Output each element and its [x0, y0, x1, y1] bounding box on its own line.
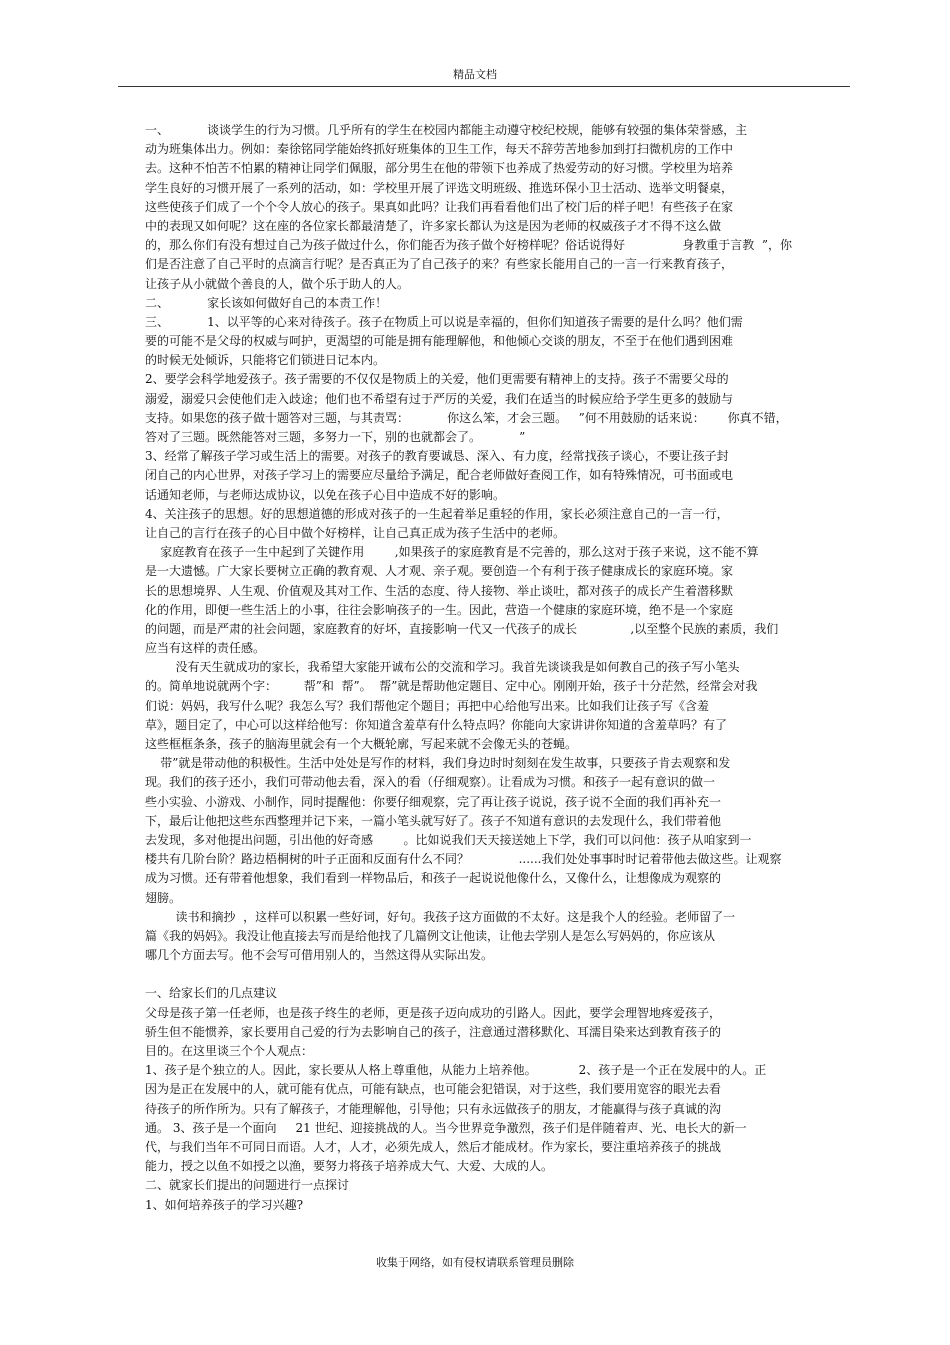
- text-line: 3、经常了解孩子学习或生活上的需要。对孩子的教育要诚恳、深入、有力度，经常找孩子谈心，不要让孩子封: [145, 449, 729, 464]
- text-line: 这些使孩子们成了一个个令人放心的孩子。果真如此吗？让我们再看看他们出了校门后的样子吧！有些孩子在家: [145, 199, 734, 214]
- text-line: 父母是孩子第一任老师，也是孩子终生的老师，更是孩子迈向成功的引路人。因此，要学会理智地疼爱孩子，: [145, 1005, 722, 1020]
- text-line: 是一大遗憾。广大家长要树立正确的教育观、人才观、亲子观。要创造一个有利于孩子健康成长的家庭环境。家: [145, 564, 734, 579]
- text-line: 要的可能不是父母的权威与呵护，更渴望的可能是拥有能理解他，和他倾心交谈的朋友，不至于在他们遇到困难: [145, 334, 734, 349]
- text-line: 哪几个方面去写。他不会写可借用别人的，当然这得从实际出发。: [145, 948, 494, 963]
- text-line: [145, 965, 835, 984]
- text-line: 一、 谈谈学生的行为习惯。几乎所有的学生在校园内都能主动遵守校纪校规，能够有较强的集体荣誉感，主: [145, 123, 748, 137]
- text-line: 代，与我们当年不可同日而语。人才，人才，必须先成人，然后才能成材。作为家长，要注重培养孩子的挑战: [145, 1139, 722, 1154]
- text-line: 二、 家长该如何做好自己的本责工作！: [145, 295, 388, 310]
- text-line: 中的表现又如何呢？这在座的各位家长都最清楚了，许多家长都认为这是因为老师的权威孩子才不得不这么做: [145, 218, 722, 233]
- text-line: 待孩子的所作所为。只有了解孩子，才能理解他，引导他；只有永远做孩子的朋友，才能赢得与孩子真诚的沟: [145, 1101, 722, 1116]
- text-line: 二、就家长们提出的问题进行一点探讨: [145, 1178, 350, 1193]
- text-line: 4、关注孩子的思想。好的思想道德的形成对孩子的一生起着举足重轻的作用，家长必须注意自己的一言一行，: [145, 506, 729, 521]
- text-line: 动为班集体出力。例如：秦徐铭同学能始终抓好班集体的卫生工作，每天不辞劳苦地参加到打扫微机房的工作中: [145, 142, 734, 157]
- document-body: [145, 121, 835, 1215]
- text-line: 们是否注意了自己平时的点滴言行呢？是否真正为了自己孩子的来？有些家长能用自己的一言一行来教育孩子，: [145, 257, 734, 272]
- text-line: 2、要学会科学地爱孩子。孩子需要的不仅仅是物质上的关爱，他们更需要有精神上的支持。孩子不需要父母的: [145, 372, 729, 387]
- text-line: 去。这种不怕苦不怕累的精神让同学们佩服，部分男生在他的带领下也养成了热爱劳动的好习惯。学校里为培养: [145, 161, 734, 176]
- text-line: 1、孩子是个独立的人。因此，家长要从人格上尊重他，从能力上培养他。 2、孩子是一个正在发展中的人。正: [145, 1063, 767, 1078]
- text-line: 支持。如果您的孩子做十题答对三题，与其责骂： 你这么笨，才会三题。 ”何不用鼓励的话来说： 你真不错，: [145, 410, 788, 425]
- text-line: 长的思想境界、人生观、价值观及其对工作、生活的态度、待人接物、举止谈吐，都对孩子的成长产生着潜移默: [145, 583, 734, 598]
- text-line: 1、如何培养孩子的学习兴趣?: [145, 1197, 304, 1212]
- text-line: 溺爱，溺爱只会使他们走入歧途；他们也不希望有过于严厉的关爱，我们在适当的时候应给予学生更多的鼓励与: [145, 391, 734, 406]
- header-divider: [118, 86, 850, 87]
- text-line: 话通知老师，与老师达成协议，以免在孩子心目中造成不好的影响。: [145, 487, 506, 502]
- text-line: 因为是正在发展中的人，就可能有优点，可能有缺点，也可能会犯错误，对于这些，我们要用宽容的眼光去看: [145, 1082, 722, 1097]
- page-header-title: 精品文档: [453, 68, 497, 81]
- text-line: 楼共有几阶台阶？路边梧桐树的叶子正面和反面有什么不同？ ......我们处处事事时时记着带他去做这些。让观察: [145, 852, 782, 867]
- text-line: 通。 3、孩子是一个面向 21 世纪、迎接挑战的人。当今世界竞争激烈，孩子们是伴随着声、光、电长大的新一: [145, 1120, 747, 1135]
- text-line: 些小实验、小游戏、小制作，同时提醒他：你要仔细观察，完了再让孩子说说，孩子说不全面的我们再补充一: [145, 794, 722, 809]
- text-line: 的，那么你们有没有想过自己为孩子做过什么，你们能否为孩子做个好榜样呢？俗话说得好 身教重于言教 ”，你: [145, 238, 792, 253]
- text-line: 带”就是带动他的积极性。生活中处处是写作的材料，我们身边时时刻刻在发生故事，只要孩子肯去观察和发: [145, 756, 731, 771]
- text-line: 的问题，而是严肃的社会问题，家庭教育的好坏，直接影响一代又一代孩子的成长 ,以至整个民族的素质，我们: [145, 621, 779, 636]
- text-line: 篇《我的妈妈》。我没让他直接去写而是给他找了几篇例文让他读，让他去学别人是怎么写妈妈的，你应该从: [145, 928, 716, 943]
- text-line: 学生良好的习惯开展了一系列的活动，如：学校里开展了评选文明班级、推选环保小卫士活动、选举文明餐桌，: [145, 180, 734, 195]
- text-line: 能力，授之以鱼不如授之以渔，要努力将孩子培养成大气、大爱、大成的人。: [145, 1159, 554, 1174]
- text-line: 草》，题目定了，中心可以这样给他写：你知道含羞草有什么特点吗？你能向大家讲讲你知道的含羞草吗？有了: [145, 717, 728, 732]
- text-line: 成为习惯。还有带着他想象，我们看到一样物品后，和孩子一起说说他像什么，又像什么，让想像成为观察的: [145, 871, 722, 886]
- text-line: 让孩子从小就做个善良的人，做个乐于助人的人。: [145, 276, 410, 291]
- text-line: 没有天生就成功的家长，我希望大家能开诚布公的交流和学习。我首先谈谈我是如何教自己的孩子写小笔头: [145, 660, 740, 675]
- text-line: 让自己的言行在孩子的心目中做个好榜样，让自己真正成为孩子生活中的老师。: [145, 525, 566, 540]
- text-line: 翅膀。: [145, 890, 182, 905]
- page-footer-note: 收集于网络，如有侵权请联系管理员删除: [376, 1256, 574, 1269]
- text-line: 一、给家长们的几点建议: [145, 986, 278, 1001]
- text-line: 家庭教育在孩子一生中起到了关键作用 ,如果孩子的家庭教育是不完善的，那么这对于孩子来说，这不能不算: [145, 545, 759, 560]
- text-line: 三、 1、以平等的心来对待孩子。孩子在物质上可以说是幸福的，但你们知道孩子需要的是什么吗？他们需: [145, 314, 743, 329]
- text-line: 化的作用，即便一些生活上的小事，往往会影响孩子的一生。因此，营造一个健康的家庭环境，绝不是一个家庭: [145, 602, 734, 617]
- text-line: 闭自己的内心世界，对孩子学习上的需要应尽量给予满足，配合老师做好查阅工作，如有特殊情况，可书面或电: [145, 468, 734, 483]
- text-line: 答对了三题。既然能答对三题，多努力一下，别的也就都会了。 ”: [145, 430, 526, 444]
- text-line: 的时候无处倾诉，只能将它们锁进日记本内。: [145, 353, 386, 368]
- text-line: 们说：妈妈，我写什么呢？我怎么写？我们帮他定个题目；再把中心给他写出来。比如我们让孩子写《含羞: [145, 698, 710, 713]
- text-line: 去发现，多对他提出问题，引出他的好奇感 。比如说我们天天接送她上下学，我们可以问他：孩子从咱家到一: [145, 832, 752, 847]
- text-line: 这些框框条条，孩子的脑海里就会有一个大概轮廓，写起来就不会像无头的苍蝇。: [145, 737, 578, 751]
- text-line: 应当有这样的责任感。: [145, 641, 266, 656]
- text-line: 的。简单地说就两个字： 帮”和 帮”。 帮”就是帮助他定题目、定中心。刚刚开始，孩子十分茫然，经常会对我: [145, 679, 758, 694]
- text-line: 骄生但不能惯养，家长要用自己爱的行为去影响自己的孩子，注意通过潜移默化、耳濡目染来达到教育孩子的: [145, 1024, 722, 1039]
- text-line: 目的。在这里谈三个个人观点：: [145, 1044, 314, 1058]
- text-line: 读书和摘抄 ，这样可以积累一些好词，好句。我孩子这方面做的不太好。这是我个人的经验。老师留了一: [145, 909, 736, 924]
- text-line: 下，最后让他把这些东西整理并记下来，一篇小笔头就写好了。孩子不知道有意识的去发现什么，我们带着他: [145, 813, 722, 828]
- text-line: 现。我们的孩子还小，我们可带动他去看，深入的看（仔细观察）。让看成为习惯。和孩子一起有意识的做一: [145, 775, 716, 790]
